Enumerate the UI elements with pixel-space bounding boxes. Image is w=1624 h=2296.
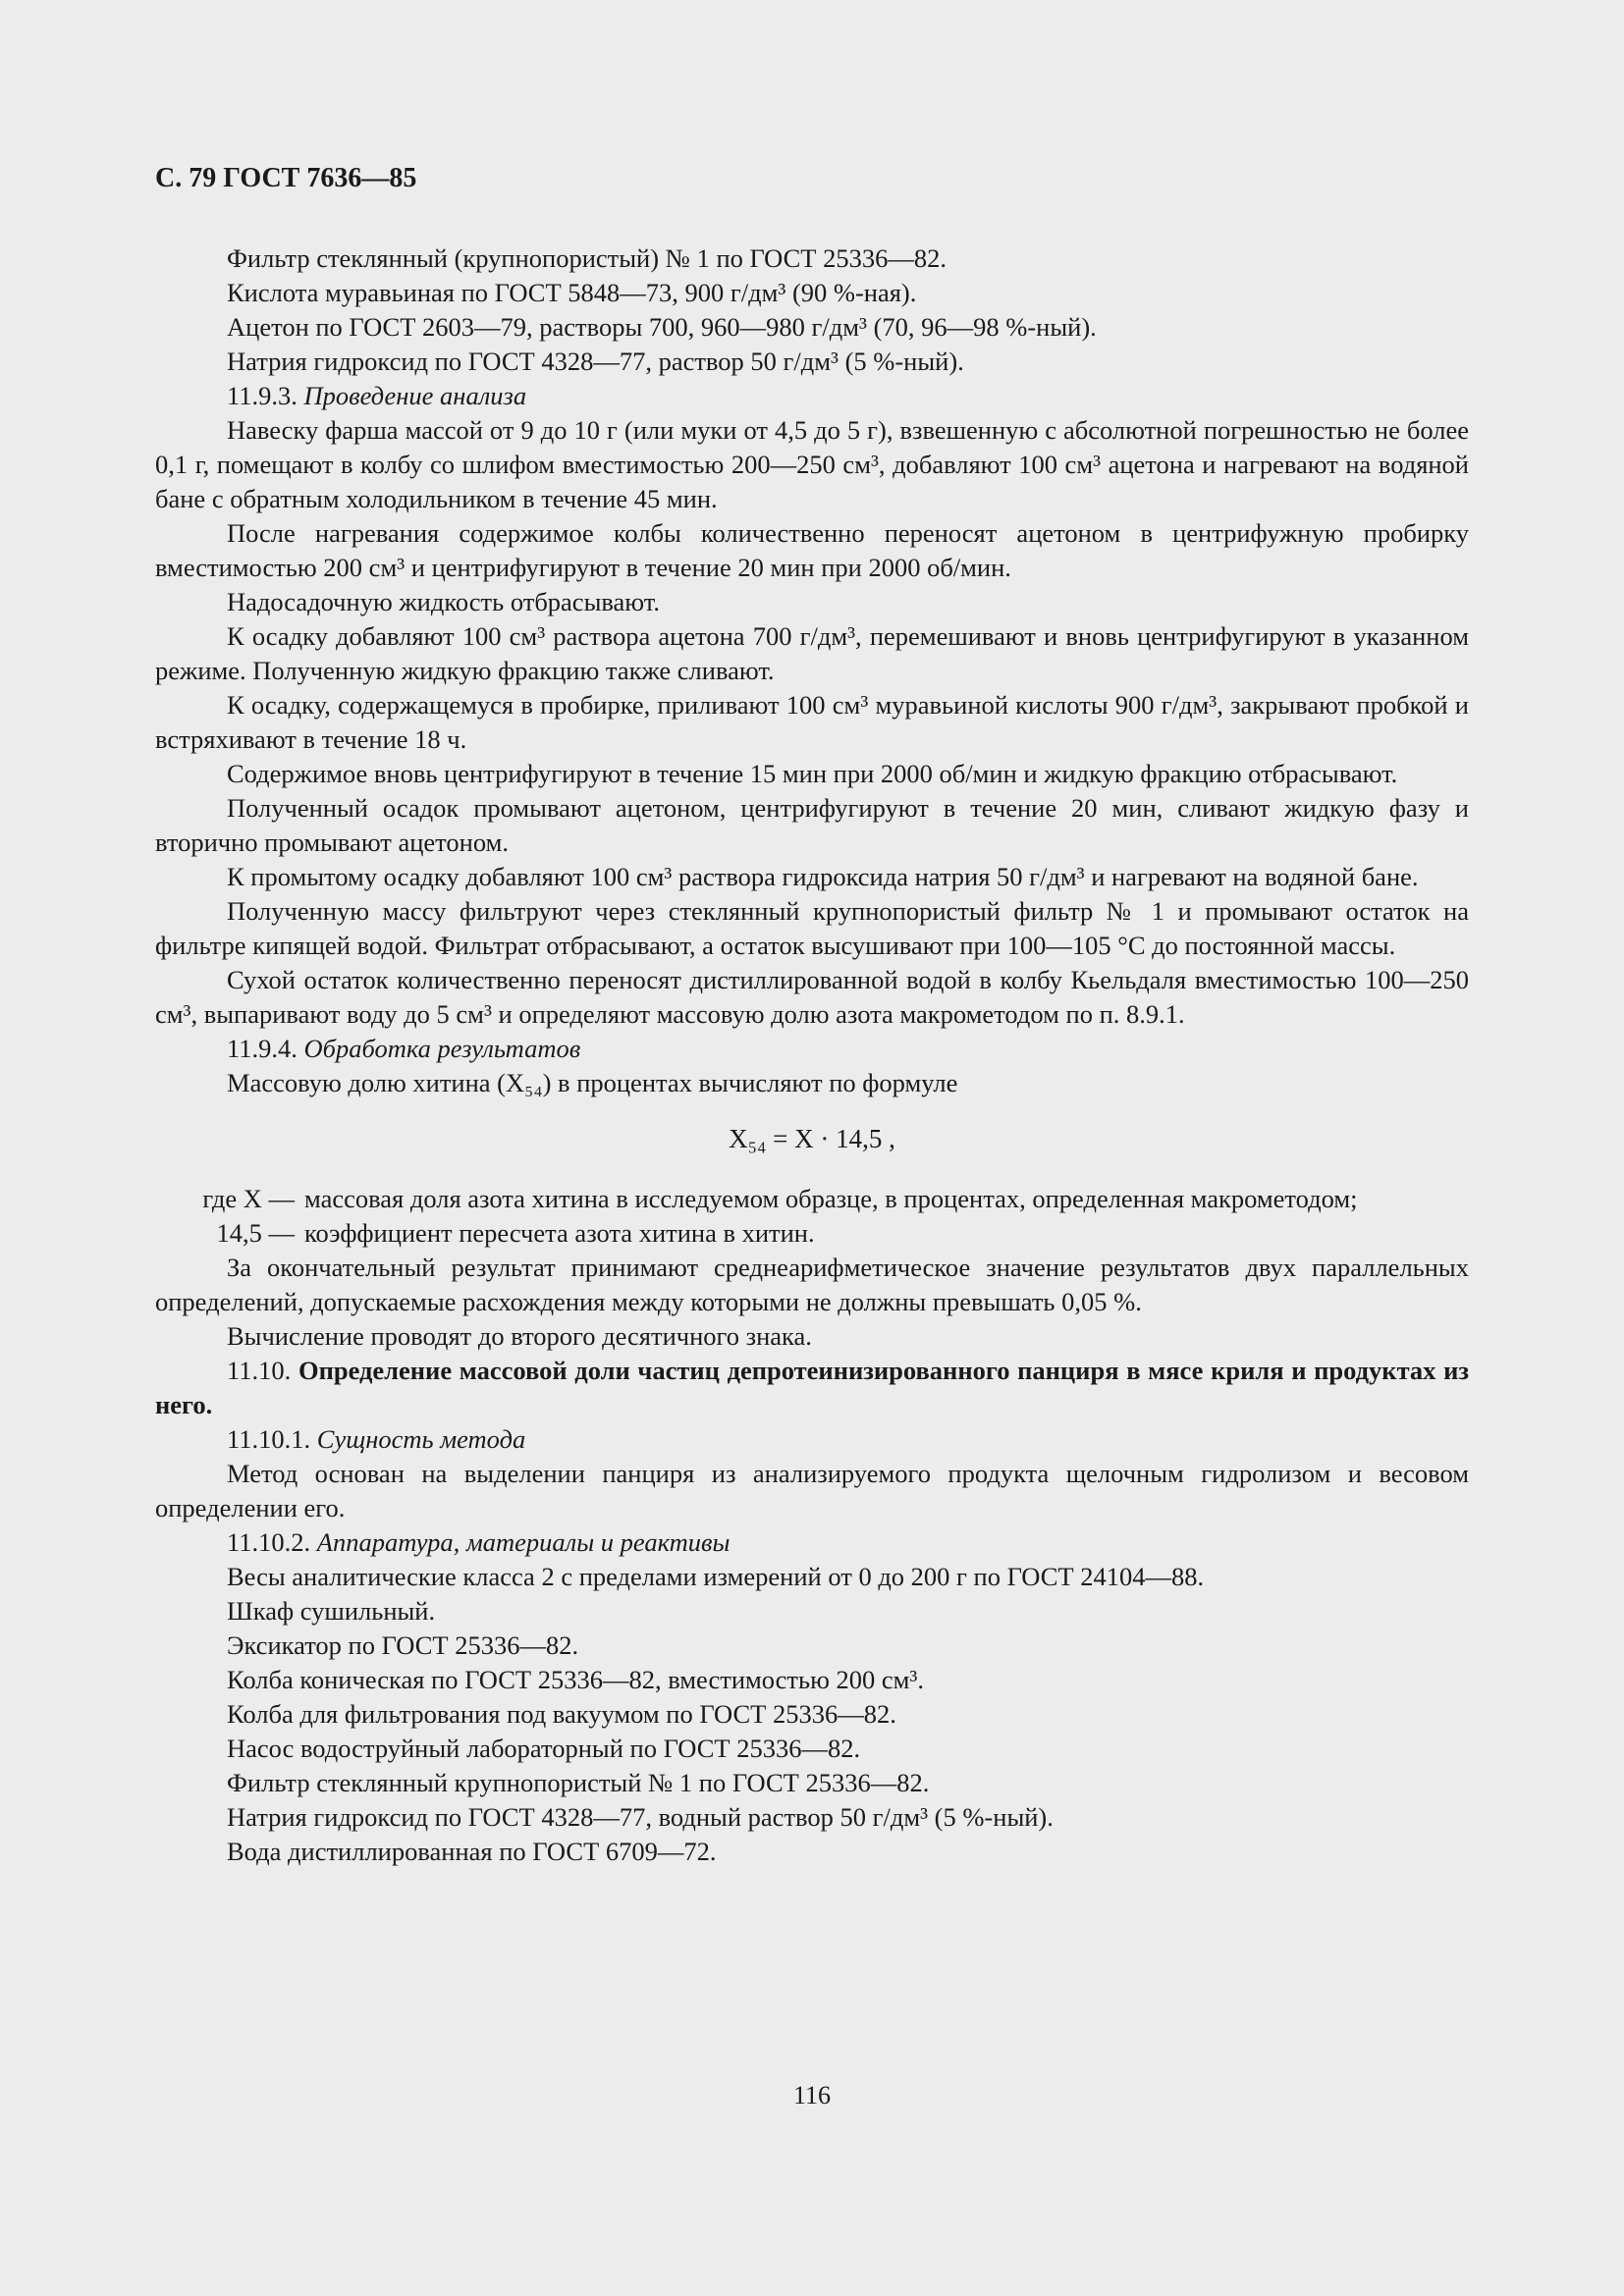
formula-intro: Массовую долю хитина (X₅₄) в процентах вычисляют по формуле — [227, 1068, 958, 1097]
paragraph: К осадку, содержащемуся в пробирке, приливают 100 см³ муравьиной кислоты 900 г/дм³, закрывают пробкой и встряхивают в течение 18 ч. — [155, 690, 1469, 754]
paragraph: Вычисление проводят до второго десятичного знака. — [227, 1321, 812, 1351]
section-title: Аппаратура, материалы и реактивы — [316, 1527, 731, 1557]
paragraph: Полученную массу фильтруют через стеклянный крупнопористый фильтр № 1 и промывают остаток на фильтре кипящей водой. Фильтрат отбрасывают, а остаток высушивают при 100—105 °С до постоянной массы. — [155, 896, 1469, 960]
list-item: Натрия гидроксид по ГОСТ 4328—77, раствор 50 г/дм³ (5 %-ный). — [227, 347, 964, 376]
paragraph: Полученный осадок промывают ацетоном, центрифугируют в течение 20 мин, сливают жидкую фазу и вторично промывают ацетоном. — [155, 793, 1469, 857]
list-item: Вода дистиллированная по ГОСТ 6709—72. — [227, 1837, 717, 1866]
paragraph: Навеску фарша массой от 9 до 10 г (или муки от 4,5 до 5 г), взвешенную с абсолютной погрешностью не более 0,1 г, помещают в колбу со шлифом вместимостью 200—250 см³, добавляют 100 см³ ацетона и нагревают на водяной бане с обратным холодильником в течение 45 мин. — [155, 415, 1469, 513]
paragraph: К промытому осадку добавляют 100 см³ раствора гидроксида натрия 50 г/дм³ и нагревают на водяной бане. — [227, 862, 1419, 891]
paragraph: После нагревания содержимое колбы количественно переносят ацетоном в центрифужную пробирку вместимостью 200 см³ и центрифугируют в течение 20 мин при 2000 об/мин. — [155, 518, 1469, 582]
analysis-procedure — [155, 413, 1469, 1032]
paragraph: Надосадочную жидкость отбрасывают. — [227, 587, 660, 616]
equipment-list — [155, 1560, 1469, 1869]
section-title: Определение массовой доли частиц депротеинизированного панциря в мясе криля и продуктах из него. — [155, 1356, 1469, 1419]
paragraph: Сухой остаток количественно переносят дистиллированной водой в колбу Кьельдаля вместимостью 100—250 см³, выпаривают воду до 5 см³ и определяют массовую долю азота макрометодом по п. 8.9.1. — [155, 965, 1469, 1029]
list-item: Фильтр стеклянный крупнопористый № 1 по ГОСТ 25336—82. — [227, 1768, 930, 1797]
section-heading-11-10 — [155, 1354, 1469, 1422]
page-number: 116 — [792, 2081, 832, 2109]
paragraph: Содержимое вновь центрифугируют в течение 15 мин при 2000 об/мин и жидкую фракцию отбрасывают. — [227, 759, 1398, 788]
section-number: 11.10. — [227, 1356, 292, 1385]
list-item: Колба для фильтрования под вакуумом по ГОСТ 25336—82. — [227, 1699, 896, 1729]
section-number: 11.10.2. — [227, 1527, 311, 1557]
section-title: Проведение анализа — [303, 381, 527, 410]
list-item: Эксикатор по ГОСТ 25336—82. — [227, 1630, 579, 1660]
legend-row — [155, 1182, 1469, 1216]
paragraph: За окончательный результат принимают среднеарифметическое значение результатов двух параллельных определений, допускаемые расхождения между которыми не должны превышать 0,05 %. — [155, 1253, 1469, 1316]
list-item: Колба коническая по ГОСТ 25336—82, вместимостью 200 см³. — [227, 1665, 925, 1694]
result-rules — [155, 1251, 1469, 1354]
list-item: Кислота муравьиная по ГОСТ 5848—73, 900 г/дм³ (90 %-ная). — [227, 278, 917, 307]
list-item: Ацетон по ГОСТ 2603—79, растворы 700, 960—980 г/дм³ (70, 96—98 %-ный). — [227, 312, 1097, 342]
list-item: Натрия гидроксид по ГОСТ 4328—77, водный раствор 50 г/дм³ (5 %-ный). — [227, 1802, 1054, 1832]
paragraph: К осадку добавляют 100 см³ раствора ацетона 700 г/дм³, перемешивают и вновь центрифугируют в указанном режиме. Полученную жидкую фракцию также сливают. — [155, 621, 1469, 685]
section-number: 11.10.1. — [227, 1424, 311, 1454]
section-heading-11-10-1 — [155, 1422, 1469, 1457]
section-title: Сущность метода — [316, 1424, 526, 1454]
list-item: Фильтр стеклянный (крупнопористый) № 1 по ГОСТ 25336—82. — [227, 243, 947, 273]
legend-symbol: 14,5 — — [216, 1218, 295, 1248]
section-number: 11.9.3. — [227, 381, 298, 410]
list-item: Весы аналитические класса 2 с пределами измерений от 0 до 200 г по ГОСТ 24104—88. — [227, 1562, 1205, 1591]
document-body — [155, 241, 1469, 1869]
list-item: Насос водоструйный лабораторный по ГОСТ 25336—82. — [227, 1734, 861, 1763]
formula: X₅₄ = X · 14,5 , — [729, 1124, 895, 1153]
legend-text: коэффициент пересчета азота хитина в хитин. — [304, 1218, 815, 1248]
legend-symbol: где X — — [202, 1184, 295, 1213]
paragraph: Метод основан на выделении панциря из анализируемого продукта щелочным гидролизом и весовом определении его. — [155, 1459, 1469, 1522]
formula-legend — [155, 1182, 1469, 1251]
section-title: Обработка результатов — [303, 1034, 581, 1063]
list-item: Шкаф сушильный. — [227, 1596, 436, 1626]
section-number: 11.9.4. — [227, 1034, 298, 1063]
section-heading-11-9-4 — [155, 1032, 1469, 1066]
legend-row — [155, 1216, 1469, 1251]
reagents-list-top — [155, 241, 1469, 379]
page-header: С. 79 ГОСТ 7636—85 — [155, 163, 417, 193]
section-heading-11-10-2 — [155, 1525, 1469, 1560]
section-heading-11-9-3 — [155, 379, 1469, 413]
legend-text: массовая доля азота хитина в исследуемом образце, в процентах, определенная макрометодом; — [304, 1184, 1358, 1213]
